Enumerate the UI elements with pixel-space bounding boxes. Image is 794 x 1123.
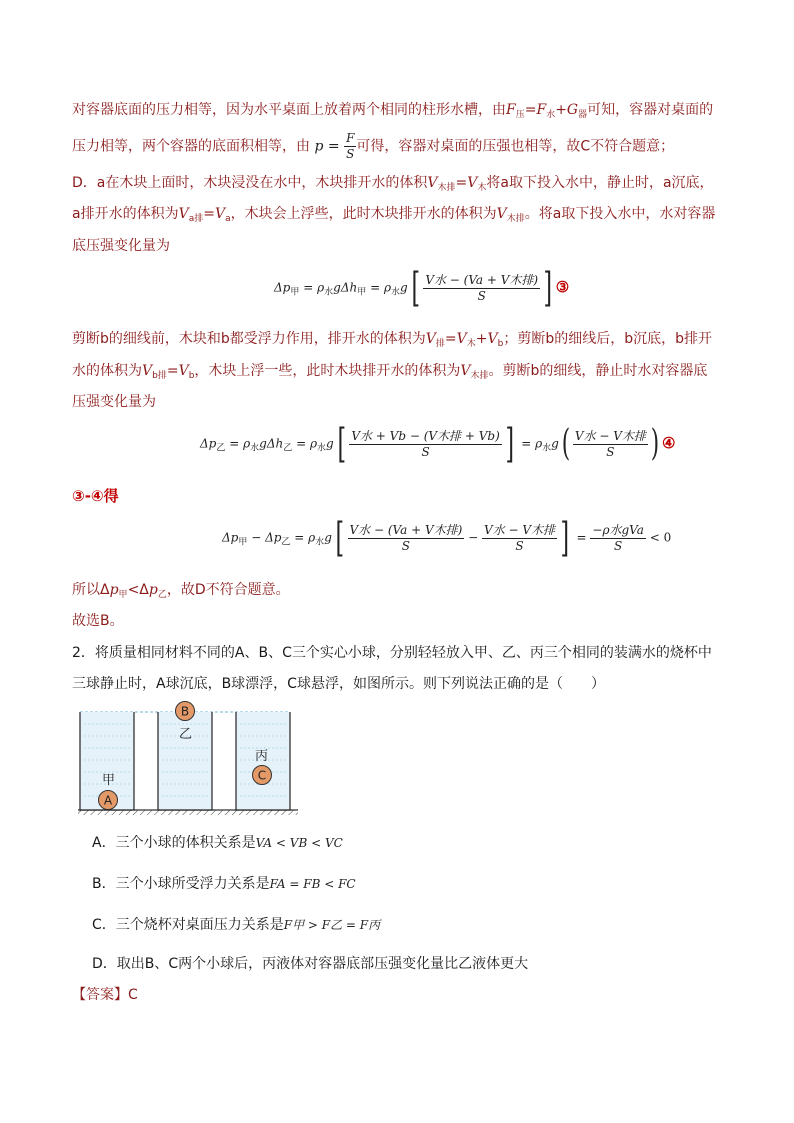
option-d[interactable]: D．取出B、C两个小球后，丙液体对容器底部压强变化量比乙液体更大 [92, 956, 529, 972]
cut-line-2: 水的体积为$V_{b排}=V_b$，木块上浮一些，此时木块排开水的体积为$V_{木排}$。剪断b的细线，静止时水对容器底 [72, 363, 708, 381]
answer-line: 【答案】C [72, 987, 138, 1003]
cut-line-3: 压强变化量为 [72, 394, 156, 410]
option-a[interactable]: A．三个小球的体积关系是VA < VB < VC [92, 835, 343, 851]
ball-b-label: B [180, 704, 190, 719]
ball-a-label: A [103, 793, 113, 808]
equation-3: $\Delta p_甲 = \rho_水g\Delta h_甲 = \rho_水g$[ $\frac{\text{V水 − (Va + V木排)}}{S}$ ] ③ [274, 265, 570, 311]
label-jia: 甲 [102, 773, 116, 788]
pressure-fraction: $\frac{F}{S}$ [346, 131, 355, 161]
cut-line-1: 剪断b的细线前，木块和b都受浮力作用，排开水的体积为$V_排=V_木+V_b$；剪断b的细线后，b沉底，b排开 [72, 331, 713, 349]
q2-stem-1: 2．将质量相同材料不同的A、B、C三个实心小球，分别轻轻放入甲、乙、丙三个相同的装满水的烧杯中 [72, 645, 712, 661]
conclusion-line: 所以$\Delta p_甲<\Delta p_乙$，故D不符合题意。 [72, 582, 290, 600]
label-bing: 丙 [255, 749, 269, 764]
d-line-2: a排开水的体积为$V_{a排}=V_a$，木块会上浮些，此时木块排开水的体积为$V_{木排}$。将a取下投入水中，水对容器 [72, 206, 716, 224]
table-surface [78, 810, 298, 815]
diff-label: ③-④得 [72, 487, 119, 505]
answer-value: C [128, 987, 138, 1003]
equation-4-mark: ④ [661, 433, 676, 452]
beakers-figure [78, 700, 298, 815]
option-c[interactable]: C．三个烧杯对桌面压力关系是F甲 > F乙 = F丙 [92, 917, 381, 933]
option-b[interactable]: B．三个小球所受浮力关系是FA = FB < FC [92, 876, 356, 892]
ball-c-label: C [257, 768, 267, 783]
d-line-3: 底压强变化量为 [72, 238, 170, 254]
equation-diff: $\Delta p_甲 - \Delta p_乙 = \rho_水g$[ $\frac{\text{V水 − (Va + V木排)}}{S}$ − $\frac{\text{V水 − V木排}}{S}$ ] = $\frac{\text{−ρ水gVa}}{S}$ < 0 [222, 515, 672, 561]
prev-c-line-2: 压力相等，两个容器的底面积相等，由 p = $\frac{F}{S}$ 可得，容器对桌面的压强也相等，故C不符合题意； [72, 131, 675, 161]
choose-line: 故选B。 [72, 613, 124, 629]
d-line-1: D．a在木块上面时，木块浸没在水中，木块排开水的体积$V_{木排}=V_木$将a取下投入水中，静止时，a沉底， [72, 175, 714, 193]
prev-c-line-1: 对容器底面的压力相等，因为水平桌面上放着两个相同的柱形水槽，由$F_压=F_水+G_器$可知，容器对桌面的 [72, 102, 714, 120]
q2-stem-2: 三球静止时，A球沉底，B球漂浮，C球悬浮，如图所示。则下列说法正确的是（ ） [72, 676, 605, 692]
equation-4: $\Delta p_乙 = \rho_水g\Delta h_乙 = \rho_水g$[ $\frac{\text{V水 + Vb − (V木排 + Vb)}}{S}$ ] = $\rho_水g$( $\frac{\text{V水 − V木排}}{S}$ ) ④ [200, 421, 676, 467]
label-yi: 乙 [179, 727, 193, 742]
equation-3-mark: ③ [555, 277, 570, 296]
